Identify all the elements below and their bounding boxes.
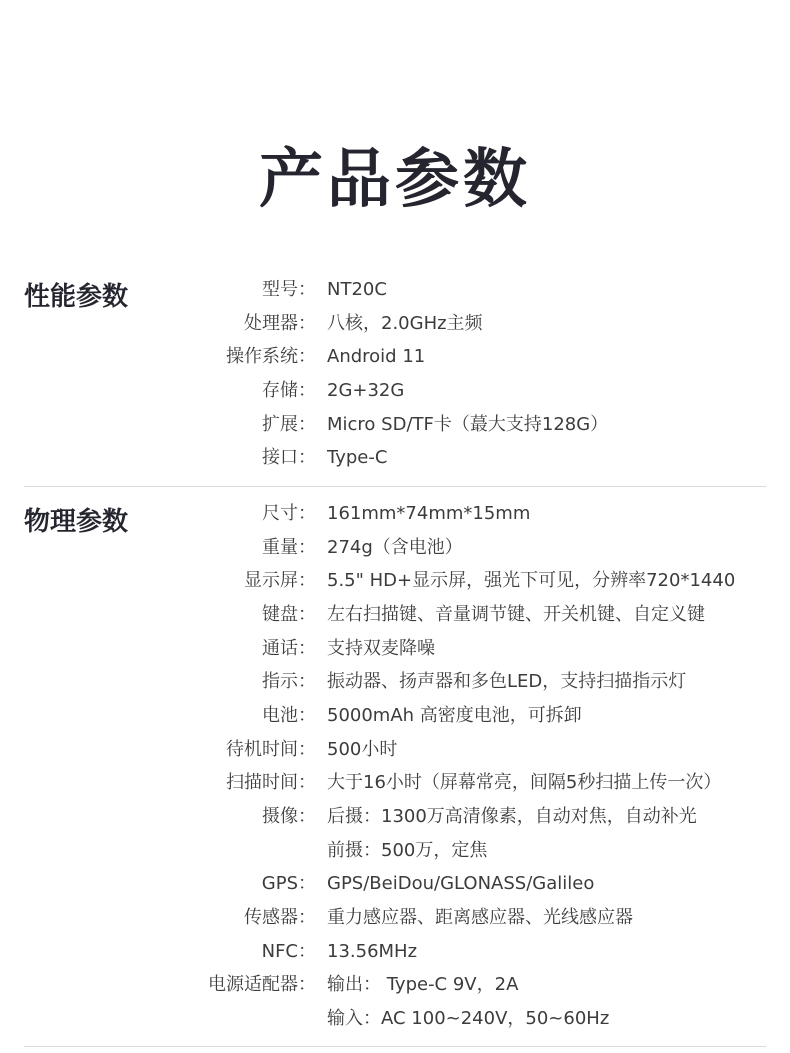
spec-label: 显示屏： — [244, 570, 316, 592]
section-title-performance: 性能参数 — [24, 282, 129, 312]
spec-row-gps — [180, 868, 780, 902]
spec-label: 通话： — [262, 637, 316, 659]
spec-label: 键盘： — [262, 603, 316, 625]
spec-value: Type-C — [327, 447, 388, 469]
spec-value: 输出： Type-C 9V，2A — [327, 974, 519, 996]
spec-row-keyboard — [180, 598, 780, 632]
spec-value: 500小时 — [327, 738, 398, 760]
spec-row-sensors — [180, 901, 780, 935]
spec-value: Micro SD/TF卡（蕞大支持128G） — [327, 413, 609, 435]
section-divider — [24, 486, 766, 487]
spec-row-camera-front — [180, 834, 780, 868]
spec-row-scan-time — [180, 767, 780, 801]
spec-row-storage — [180, 374, 780, 408]
spec-label: 操作系统： — [226, 346, 316, 368]
spec-label: 尺寸： — [262, 502, 316, 524]
spec-label: GPS： — [261, 873, 316, 895]
spec-label: 扫描时间： — [226, 772, 316, 794]
spec-row-camera — [180, 800, 780, 834]
spec-value: Android 11 — [327, 346, 426, 368]
spec-row-standby — [180, 733, 780, 767]
spec-row-display — [180, 564, 780, 598]
spec-label: 指示： — [262, 671, 316, 693]
spec-label: 型号： — [262, 278, 316, 300]
spec-value: GPS/BeiDou/GLONASS/Galileo — [327, 873, 595, 895]
page-title: 产品参数 — [259, 143, 531, 217]
spec-value: 5.5" HD+显示屏，强光下可见，分辨率720*1440 — [327, 570, 736, 592]
spec-label: 重量： — [262, 536, 316, 558]
spec-row-expansion — [180, 408, 780, 442]
spec-row-size — [180, 497, 780, 531]
section-title-physical: 物理参数 — [24, 507, 129, 537]
spec-value: NT20C — [327, 278, 387, 300]
spec-row-indicator — [180, 665, 780, 699]
spec-row-battery — [180, 699, 780, 733]
spec-row-weight — [180, 531, 780, 565]
spec-value: 161mm*74mm*15mm — [327, 502, 531, 524]
spec-row-interface — [180, 441, 780, 475]
section-divider — [24, 1046, 766, 1047]
spec-row-processor — [180, 307, 780, 341]
spec-value: 重力感应器、距离感应器、光线感应器 — [327, 907, 633, 929]
spec-label: 电源适配器： — [208, 974, 316, 996]
physical-spec-list — [180, 497, 780, 1036]
spec-value: 2G+32G — [327, 379, 405, 401]
spec-label: 摄像： — [262, 806, 316, 828]
spec-value: 振动器、扬声器和多色LED，支持扫描指示灯 — [327, 671, 687, 693]
spec-value: 前摄：500万，定焦 — [327, 839, 488, 861]
spec-row-power-input — [180, 1002, 780, 1036]
spec-label: 传感器： — [244, 907, 316, 929]
spec-value: 13.56MHz — [327, 940, 418, 962]
performance-spec-list — [180, 273, 780, 475]
spec-value: 支持双麦降噪 — [327, 637, 435, 659]
spec-value: 输入：AC 100~240V，50~60Hz — [327, 1008, 610, 1030]
spec-row-model — [180, 273, 780, 307]
spec-value: 5000mAh 高密度电池，可拆卸 — [327, 704, 582, 726]
spec-row-power-adapter — [180, 969, 780, 1003]
spec-row-nfc — [180, 935, 780, 969]
spec-label: NFC： — [261, 940, 316, 962]
spec-row-os — [180, 340, 780, 374]
spec-value: 左右扫描键、音量调节键、开关机键、自定义键 — [327, 603, 705, 625]
spec-label: 处理器： — [244, 312, 316, 334]
spec-value: 274g（含电池） — [327, 536, 463, 558]
spec-value: 大于16小时（屏幕常亮，间隔5秒扫描上传一次） — [327, 772, 722, 794]
spec-label: 扩展： — [262, 413, 316, 435]
spec-label: 待机时间： — [226, 738, 316, 760]
spec-label: 接口： — [262, 447, 316, 469]
spec-label: 存储： — [262, 379, 316, 401]
spec-value: 八核，2.0GHz主频 — [327, 312, 483, 334]
spec-label: 电池： — [262, 704, 316, 726]
spec-row-call — [180, 632, 780, 666]
spec-value: 后摄：1300万高清像素，自动对焦，自动补光 — [327, 806, 697, 828]
